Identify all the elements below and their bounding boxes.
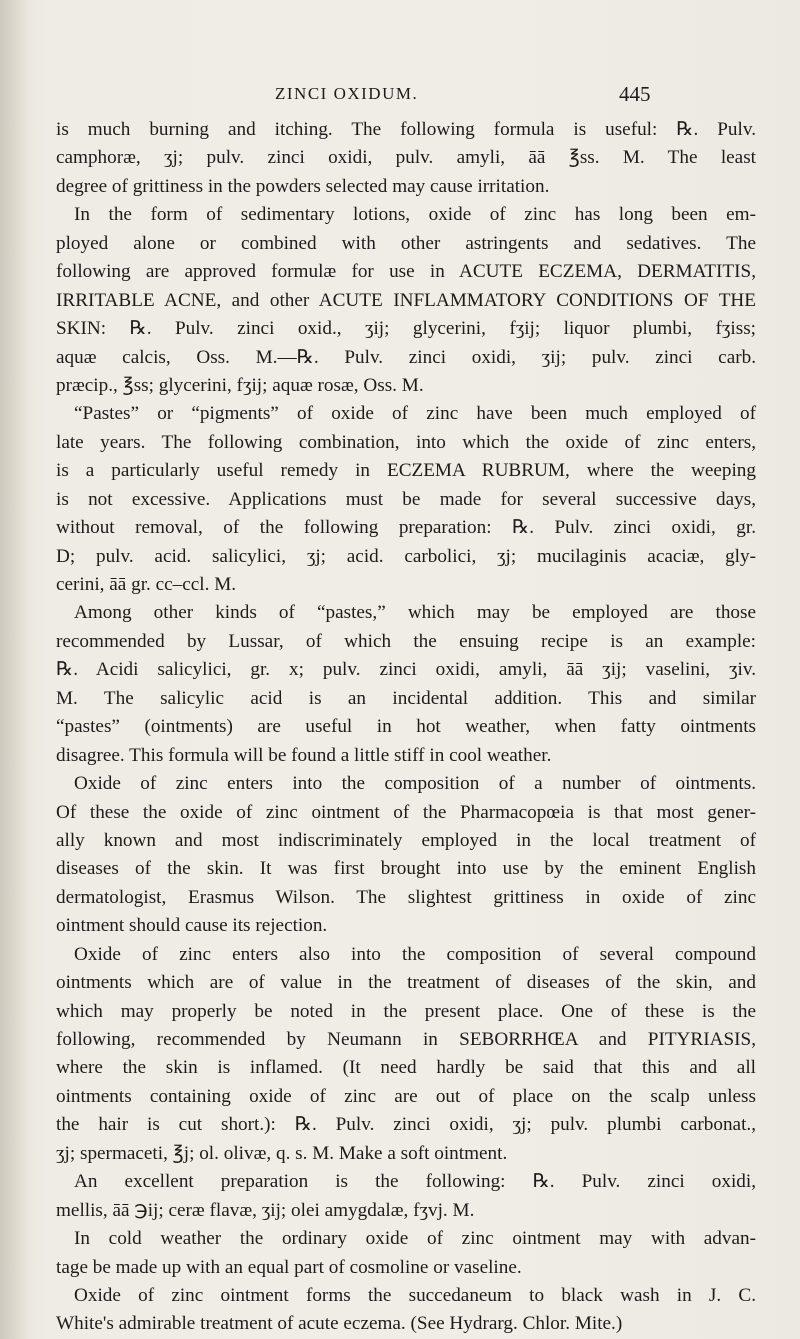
text-line: White's admirable treatment of acute eczema. (See Hydrarg. Chlor. Mite.) bbox=[56, 1313, 623, 1335]
text-line: recommended by Lussar, of which the ensuing recipe is an example: bbox=[56, 630, 756, 652]
text-line: diseases of the skin. It was first brought into use by the eminent English bbox=[56, 858, 756, 880]
text-line: degree of grittiness in the powders selected may cause irritation. bbox=[56, 175, 550, 197]
text-line: is much burning and itching. The following formula is useful: ℞. Pulv. bbox=[56, 119, 756, 140]
text-line: without removal, of the following preparation: ℞. Pulv. zinci oxidi, gr. bbox=[56, 517, 756, 539]
text-line: Oxide of zinc ointment forms the succedaneum to black wash in J. C. bbox=[74, 1284, 756, 1306]
running-title: ZINCI OXIDUM. bbox=[275, 84, 419, 103]
text-line: aquæ calcis, Oss. M.—℞. Pulv. zinci oxidi, ʒij; pulv. zinci carb. bbox=[56, 346, 756, 368]
text-line: where the skin is inflamed. (It need hardly be said that this and all bbox=[56, 1057, 756, 1079]
text-line: præcip., ℥ss; glycerini, fʒij; aquæ rosæ, Oss. M. bbox=[56, 374, 424, 396]
text-line: “pastes” (ointments) are useful in hot weather, when fatty ointments bbox=[56, 716, 756, 738]
text-line: which may properly be noted in the present place. One of these is the bbox=[56, 1000, 756, 1022]
text-line: following, recommended by Neumann in SEBORRHŒA and PITYRIASIS, bbox=[56, 1029, 756, 1050]
text-line: tage be made up with an equal part of cosmoline or vaseline. bbox=[56, 1256, 522, 1278]
text-line: the hair is cut short.): ℞. Pulv. zinci oxidi, ʒj; pulv. plumbi carbonat., bbox=[56, 1114, 756, 1136]
text-line: ointment should cause its rejection. bbox=[56, 915, 328, 937]
text-line: ʒj; spermaceti, ℥j; ol. olivæ, q. s. M. Make a soft ointment. bbox=[56, 1142, 508, 1164]
text-line: is a particularly useful remedy in ECZEMA RUBRUM, where the weeping bbox=[56, 460, 756, 482]
spine-shadow bbox=[0, 0, 30, 1339]
running-head bbox=[0, 84, 800, 108]
text-line: ointments which are of value in the treatment of diseases of the skin, and bbox=[56, 972, 756, 994]
text-line: ointments containing oxide of zinc are out of place on the scalp unless bbox=[56, 1085, 756, 1107]
text-line: Among other kinds of “pastes,” which may be employed are those bbox=[74, 602, 756, 624]
text-line: camphoræ, ʒj; pulv. zinci oxidi, pulv. amyli, āā ℥ss. M. The least bbox=[56, 147, 756, 169]
text-line: Of these the oxide of zinc ointment of the Pharmacopœia is that most gener- bbox=[56, 801, 756, 823]
text-line: disagree. This formula will be found a little stiff in cool weather. bbox=[56, 744, 552, 766]
text-line: In cold weather the ordinary oxide of zinc ointment may with advan- bbox=[74, 1228, 756, 1250]
text-line: An excellent preparation is the following: ℞. Pulv. zinci oxidi, bbox=[74, 1171, 756, 1193]
text-line: SKIN: ℞. Pulv. zinci oxid., ʒij; glycerini, fʒij; liquor plumbi, fʒiss; bbox=[56, 318, 756, 340]
page-number: 445 bbox=[619, 82, 651, 106]
text-line: D; pulv. acid. salicylici, ʒj; acid. carbolici, ʒj; mucilaginis acaciæ, gly- bbox=[56, 545, 756, 567]
text-line: IRRITABLE ACNE, and other ACUTE INFLAMMATORY CONDITIONS OF THE bbox=[56, 289, 756, 311]
text-line: late years. The following combination, into which the oxide of zinc enters, bbox=[56, 431, 756, 453]
text-line: mellis, āā ℈ij; ceræ flavæ, ʒij; olei amygdalæ, fʒvj. M. bbox=[56, 1199, 475, 1221]
text-line: ployed alone or combined with other astringents and sedatives. The bbox=[56, 232, 756, 254]
text-line: Oxide of zinc enters into the composition of a number of ointments. bbox=[74, 773, 756, 795]
text-line: M. The salicylic acid is an incidental addition. This and similar bbox=[56, 687, 756, 709]
text-line: ℞. Acidi salicylici, gr. x; pulv. zinci oxidi, amyli, āā ʒij; vaselini, ʒiv. bbox=[56, 659, 756, 681]
text-line: is not excessive. Applications must be made for several successive days, bbox=[56, 488, 756, 510]
text-line: following are approved formulæ for use in ACUTE ECZEMA, DERMATITIS, bbox=[56, 261, 756, 283]
text-line: ally known and most indiscriminately employed in the local treatment of bbox=[56, 829, 756, 851]
text-line: “Pastes” or “pigments” of oxide of zinc have been much employed of bbox=[74, 403, 756, 425]
text-line: dermatologist, Erasmus Wilson. The slightest grittiness in oxide of zinc bbox=[56, 886, 756, 908]
body-text bbox=[56, 116, 756, 1339]
text-line: cerini, āā gr. cc–ccl. M. bbox=[56, 574, 237, 595]
text-line: In the form of sedimentary lotions, oxide of zinc has long been em- bbox=[74, 204, 756, 226]
text-line: Oxide of zinc enters also into the composition of several compound bbox=[74, 943, 756, 965]
